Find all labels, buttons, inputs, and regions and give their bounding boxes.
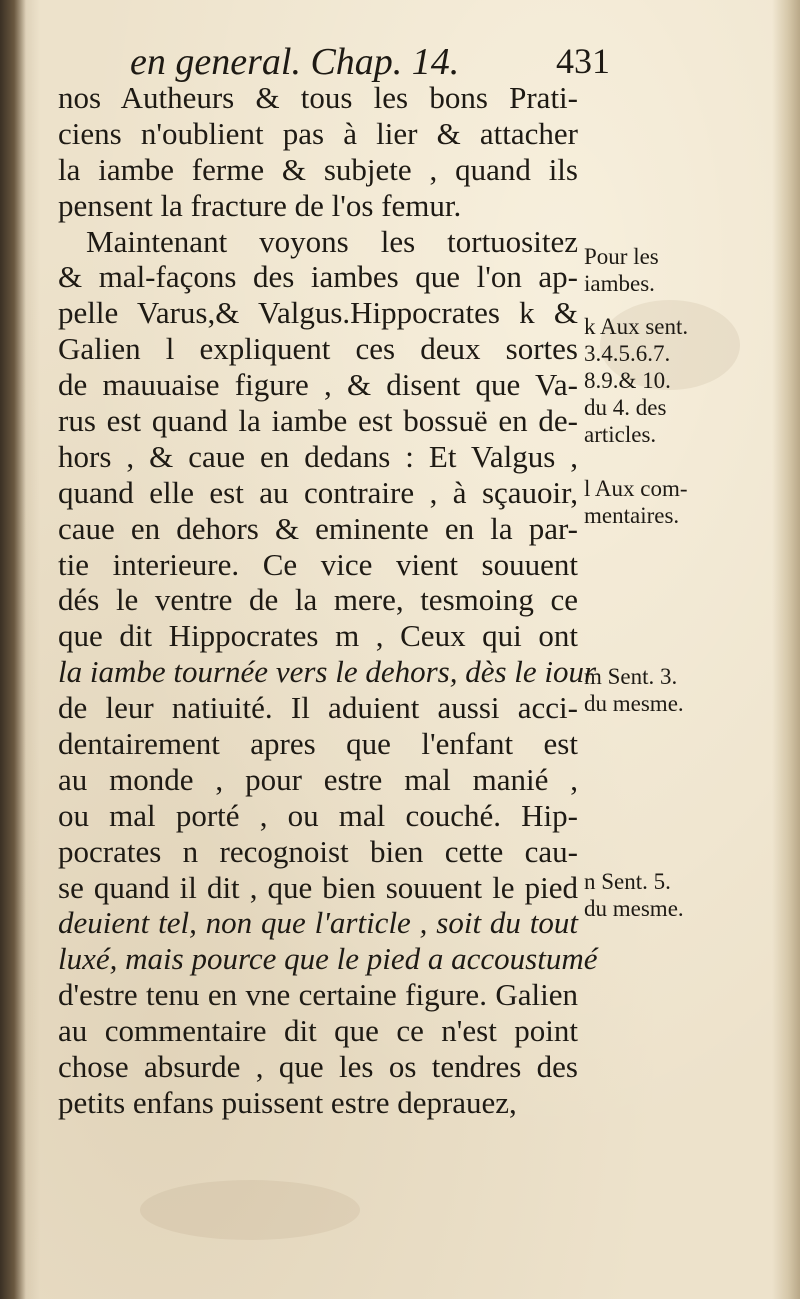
text-line: chose absurde , que les os tendres des — [58, 1049, 578, 1085]
text-line: pensent la fracture de l'os femur. — [58, 187, 462, 223]
binding-gutter — [0, 0, 26, 1299]
margin-note — [584, 868, 744, 922]
margin-note-line: du 4. des — [584, 395, 667, 420]
text-line: au monde , pour estre mal manié , — [58, 761, 578, 797]
text-line: tie interieure. Ce vice vient souuent — [58, 546, 578, 582]
text-line: la iambe ferme & subjete , quand ils — [58, 151, 578, 187]
text-line: & mal-façons des iambes que l'on ap- — [58, 259, 578, 295]
text-line: d'estre tenu en vne certaine figure. Galien — [58, 977, 578, 1013]
text-line: Galien l expliquent ces deux sortes — [58, 331, 578, 367]
page-edge — [772, 0, 800, 1299]
text-line: caue en dehors & eminente en la par- — [58, 510, 578, 546]
text-line: pocrates n recognoist bien cette cau- — [58, 833, 578, 869]
margin-note-line: m Sent. 3. — [584, 664, 678, 689]
page-number: 431 — [556, 41, 610, 81]
margin-note-line: 8.9.& 10. — [584, 368, 671, 393]
margin-note-line: n Sent. 5. — [584, 869, 671, 894]
margin-note — [584, 663, 744, 717]
running-title: en general. Chap. 14. — [130, 41, 460, 83]
text-line: nos Autheurs & tous les bons Prati- — [58, 80, 578, 115]
margin-note-line: du mesme. — [584, 896, 684, 921]
margin-note-line: Pour les — [584, 244, 659, 269]
margin-note-line: du mesme. — [584, 691, 684, 716]
text-line: dentairement apres que l'enfant est — [58, 726, 578, 762]
text-line: de leur natiuité. Il aduient aussi acci- — [58, 690, 578, 726]
margin-note-line: k Aux sent. — [584, 314, 689, 339]
margin-note-line: articles. — [584, 422, 657, 447]
text-line: dés le ventre de la mere, tesmoing ce — [58, 582, 578, 618]
text-line: la iambe tournée vers le dehors, dès le iour — [58, 654, 597, 690]
text-line: ou mal porté , ou mal couché. Hip- — [58, 797, 578, 833]
text-line: luxé, mais pource que le pied a accoustumé — [58, 941, 598, 977]
margin-note — [584, 475, 744, 529]
margin-note-line: iambes. — [584, 271, 655, 296]
text-line: petits enfans puissent estre deprauez, — [58, 1084, 517, 1120]
paper-stain — [140, 1180, 360, 1240]
text-line: rus est quand la iambe est bossuë en de- — [58, 403, 578, 439]
text-line: de mauuaise figure , & disent que Va- — [58, 367, 578, 403]
margin-note-line: l Aux com- — [584, 476, 688, 501]
text-line: se quand il dit , que bien souuent le pied — [58, 869, 578, 905]
text-line: que dit Hippocrates m , Ceux qui ont — [58, 618, 578, 654]
margin-note — [584, 313, 744, 448]
text-line: deuient tel, non que l'article , soit du tout — [58, 905, 578, 941]
margin-note-line: 3.4.5.6.7. — [584, 341, 671, 366]
text-line: ciens n'oublient pas à lier & attacher — [58, 115, 578, 151]
margin-note — [584, 243, 744, 297]
text-line: quand elle est au contraire , à sçauoir, — [58, 474, 578, 510]
text-line: pelle Varus,& Valgus.Hippocrates k & — [58, 295, 578, 331]
text-line: hors , & caue en dedans : Et Valgus , — [58, 438, 578, 474]
text-line: Maintenant voyons les tortuositez — [86, 223, 578, 259]
body-text — [58, 80, 598, 1121]
text-line: au commentaire dit que ce n'est point — [58, 1013, 578, 1049]
margin-note-line: mentaires. — [584, 503, 680, 528]
